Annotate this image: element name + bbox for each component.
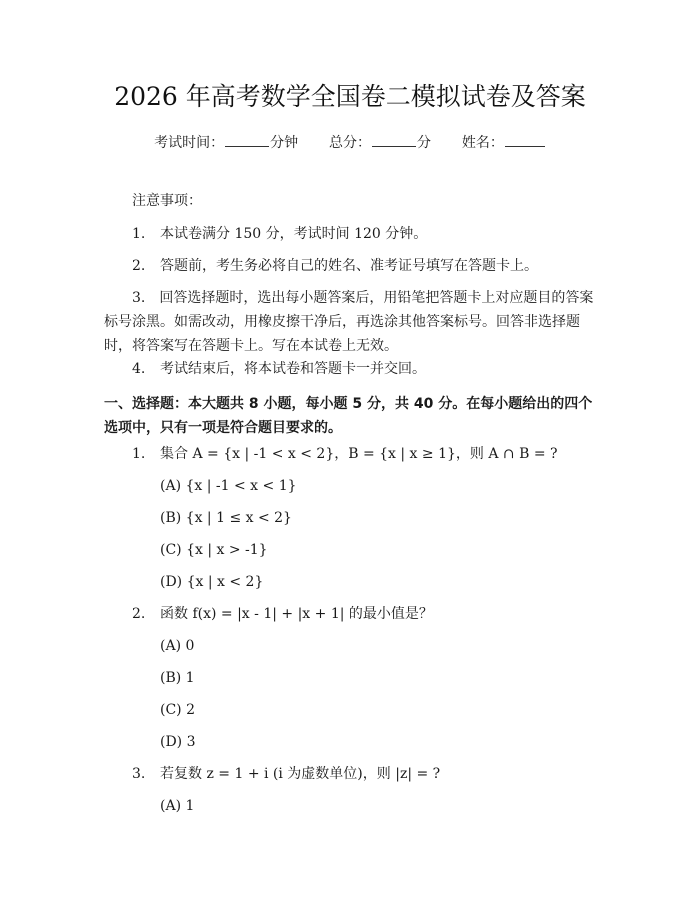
note-item-4 xyxy=(132,359,426,379)
exam-time-field xyxy=(154,132,298,153)
question-1-option-d: (D) {x | x < 2} xyxy=(160,574,264,590)
question-number: 3. xyxy=(132,766,146,782)
note-text: 答题前，考生务必将自己的姓名、准考证号填写在答题卡上。 xyxy=(160,258,538,274)
question-2-option-d: (D) 3 xyxy=(160,734,196,750)
exam-time-blank xyxy=(225,132,269,147)
exam-meta-line xyxy=(0,132,700,153)
question-1-option-b: (B) {x | 1 ≤ x < 2} xyxy=(160,510,292,526)
student-name-field xyxy=(462,132,546,153)
question-text: 函数 f(x) = |x - 1| + |x + 1| 的最小值是？ xyxy=(160,606,433,622)
exam-time-label: 考试时间： xyxy=(154,135,225,151)
notes-heading: 注意事项： xyxy=(132,193,202,209)
section-heading-choice: 一、选择题：本大题共 8 小题，每小题 5 分，共 40 分。在每小题给出的四个选项中，只有一项是符合题目要求的。 xyxy=(104,396,593,436)
note-number: 2. xyxy=(132,258,146,274)
total-score-label: 总分： xyxy=(329,135,371,151)
question-2-option-c: (C) 2 xyxy=(160,702,195,718)
note-number: 1. xyxy=(132,226,146,242)
student-name-label: 姓名： xyxy=(461,135,504,151)
question-2-option-b: (B) 1 xyxy=(160,670,195,686)
student-name-blank xyxy=(505,132,545,147)
note-item-2 xyxy=(132,256,538,276)
total-score-field xyxy=(329,132,431,153)
question-text: 若复数 z = 1 + i (i 为虚数单位)，则 |z| = ? xyxy=(160,766,441,782)
note-text: 本试卷满分 150 分，考试时间 120 分钟。 xyxy=(160,226,428,242)
note-number: 4. xyxy=(132,361,146,377)
total-score-unit: 分 xyxy=(417,135,431,151)
question-3-stem xyxy=(132,764,440,784)
note-item-3 xyxy=(104,286,602,358)
question-number: 1. xyxy=(132,446,146,462)
exam-time-unit: 分钟 xyxy=(270,135,299,151)
question-2-option-a: (A) 0 xyxy=(160,638,195,654)
note-item-1 xyxy=(132,224,427,244)
question-1-option-a: (A) {x | -1 < x < 1} xyxy=(160,478,297,494)
note-number: 3. xyxy=(132,290,146,306)
question-2-stem xyxy=(132,604,433,624)
question-1-option-c: (C) {x | x > -1} xyxy=(160,542,268,558)
total-score-blank xyxy=(372,132,416,147)
note-text: 回答选择题时，选出每小题答案后，用铅笔把答题卡上对应题目的答案标号涂黑。如需改动，用橡皮擦干净后，再选涂其他答案标号。回答非选择题时，将答案写在答题卡上。写在本试卷上无效。 xyxy=(104,290,594,354)
question-3-option-a: (A) 1 xyxy=(160,798,195,814)
page-title: 2026 年高考数学全国卷二模拟试卷及答案 xyxy=(114,82,586,111)
question-number: 2. xyxy=(132,606,146,622)
note-text: 考试结束后，将本试卷和答题卡一并交回。 xyxy=(160,361,426,377)
question-1-stem xyxy=(132,444,558,464)
question-text: 集合 A = {x | -1 < x < 2}，B = {x | x ≥ 1}，则 A ∩ B = ? xyxy=(160,446,558,462)
